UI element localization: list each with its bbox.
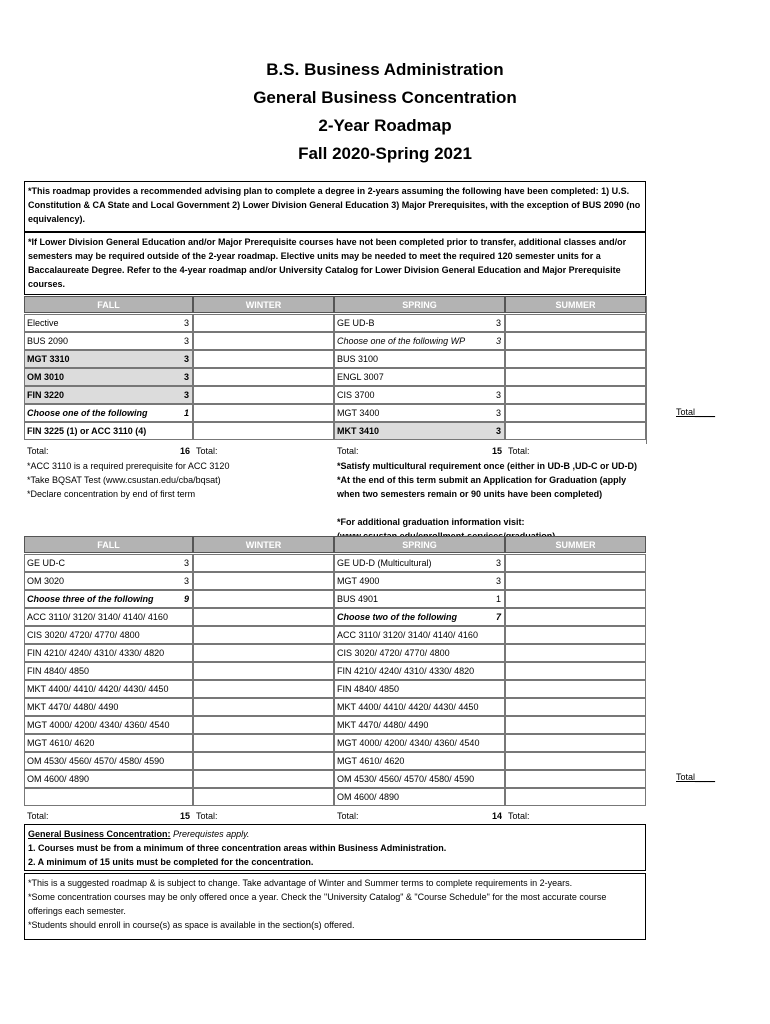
fall-2-empty-cell [193, 590, 334, 608]
fall-2-empty-cell [193, 734, 334, 752]
course-name: MGT 3310 [27, 354, 70, 364]
fall-2-row [24, 734, 193, 752]
spring-2-row [334, 662, 505, 680]
fall-2-empty-cell [193, 554, 334, 572]
winter-total-label: Total: [196, 811, 218, 821]
spring-1-row [334, 386, 505, 404]
fall-2-empty-cell [193, 788, 334, 806]
course-name: MKT 4400/ 4410/ 4420/ 4430/ 4450 [337, 702, 479, 712]
course-units: 3 [183, 558, 189, 568]
spring-2-row [334, 644, 505, 662]
fall-1-empty-cell [193, 404, 334, 422]
course-name: BUS 4901 [337, 594, 379, 604]
fall-1-empty-cell [193, 350, 334, 368]
fall-2-row [24, 572, 193, 590]
spring-2-row [334, 752, 505, 770]
course-name: Choose three of the following [27, 594, 154, 604]
note-right: *At the end of this term submit an Application for Graduation (apply when two semesters remain or 90 units have been completed) [337, 475, 627, 499]
course-name: MKT 4470/ 4480/ 4490 [337, 720, 429, 730]
course-name: BUS 2090 [27, 336, 69, 346]
summer-total-label: Total: [508, 811, 530, 821]
course-name: FIN 4840/ 4850 [27, 666, 90, 676]
fall-2-row [24, 644, 193, 662]
spring-2-empty-cell [505, 626, 646, 644]
course-name: BUS 3100 [337, 354, 379, 364]
spring-2-row [334, 734, 505, 752]
spring-2-empty-cell [505, 716, 646, 734]
fall-2-empty-cell [193, 698, 334, 716]
fall-2-row [24, 590, 193, 608]
fall-2-empty-cell [193, 716, 334, 734]
concentration-box [24, 824, 646, 871]
fall-2-row [24, 626, 193, 644]
fall-1-row [24, 332, 193, 350]
fall-2-empty-cell [193, 680, 334, 698]
fall-total-value: 16 [179, 446, 190, 456]
course-name: Choose one of the following WP [337, 336, 466, 346]
course-name: ENGL 3007 [337, 372, 384, 382]
spring-total-label: Total: [337, 811, 359, 821]
fall-total-label: Total: [27, 446, 49, 456]
spring-2-row [334, 680, 505, 698]
title-1: B.S. Business Administration [266, 60, 504, 79]
spring-2-row [334, 788, 505, 806]
course-name: MGT 4000/ 4200/ 4340/ 4360/ 4540 [27, 720, 170, 730]
spring-total-value: 14 [491, 811, 502, 821]
course-units: 3 [183, 354, 189, 364]
course-name: MKT 3410 [337, 426, 380, 436]
course-name: GE UD-D (Multicultural) [337, 558, 432, 568]
header-fall: FALL [24, 296, 193, 313]
note-left: *ACC 3110 is a required prerequisite for ACC 3120 [27, 461, 230, 471]
fall-1-row [24, 350, 193, 368]
course-units: 3 [183, 390, 189, 400]
fall-total-value: 15 [179, 811, 190, 821]
spring-1-row [334, 404, 505, 422]
header-fall: FALL [24, 536, 193, 553]
spring-2-row [334, 698, 505, 716]
fall-total-label: Total: [27, 811, 49, 821]
course-units: 3 [495, 426, 501, 436]
concentration-line1: 1. Courses must be from a minimum of three concentration areas within Business Administration. [28, 843, 447, 853]
course-units: 3 [495, 576, 501, 586]
fall-2-row [24, 716, 193, 734]
spring-1-empty-cell [505, 386, 646, 404]
spring-2-empty-cell [505, 572, 646, 590]
spring-2-row [334, 716, 505, 734]
header-winter: WINTER [193, 536, 334, 553]
spring-1-row [334, 368, 505, 386]
spring-1-row [334, 314, 505, 332]
spring-1-row [334, 422, 505, 440]
spring-2-empty-cell [505, 698, 646, 716]
spring-2-row [334, 554, 505, 572]
course-name: MGT 4000/ 4200/ 4340/ 4360/ 4540 [337, 738, 480, 748]
course-name: MGT 3400 [337, 408, 380, 418]
course-name: GE UD-C [27, 558, 65, 568]
fall-1-empty-cell [193, 422, 334, 440]
course-name: CIS 3020/ 4720/ 4770/ 4800 [27, 630, 140, 640]
course-name: FIN 4840/ 4850 [337, 684, 400, 694]
intro-box-2: *If Lower Division General Education and/or Major Prerequisite courses have not been completed prior to transfer, additional classes and/or semesters may be required outside of the 2-year roadmap. Elective units may be needed to meet the required 120 semester units for a Baccalaureate Degree. Refer to the 4-year roadmap and/or University Catalog for Lower Division General Education and Major Prerequisite courses. [24, 232, 646, 295]
spring-2-empty-cell [505, 788, 646, 806]
course-name: CIS 3020/ 4720/ 4770/ 4800 [337, 648, 450, 658]
spring-2-empty-cell [505, 734, 646, 752]
course-name: OM 4600/ 4890 [27, 774, 90, 784]
footer-line-3: *Students should enroll in course(s) as space is available in the section(s) offered. [28, 920, 355, 930]
title-3: 2-Year Roadmap [318, 116, 452, 135]
intro-box-1: *This roadmap provides a recommended advising plan to complete a degree in 2-years assuming the following have been completed: 1) U.S. Constitution & CA State and Local Government 2) Lower Division General Education 3) Major Prerequisites, with the exception of BUS 2090 (no equivalency). [24, 181, 646, 232]
course-name: OM 4530/ 4560/ 4570/ 4580/ 4590 [337, 774, 475, 784]
fall-2-empty-cell [193, 644, 334, 662]
header-summer: SUMMER [505, 536, 646, 553]
spring-1-empty-cell [505, 314, 646, 332]
course-name: FIN 4210/ 4240/ 4310/ 4330/ 4820 [337, 666, 475, 676]
course-name: GE UD-B [337, 318, 375, 328]
title-2: General Business Concentration [253, 88, 517, 107]
course-name: FIN 3220 [27, 390, 65, 400]
header-summer: SUMMER [505, 296, 646, 313]
spring-2-empty-cell [505, 608, 646, 626]
course-units: 1 [495, 594, 501, 604]
fall-1-row [24, 404, 193, 422]
fall-1-empty-cell [193, 368, 334, 386]
title-4: Fall 2020-Spring 2021 [298, 144, 472, 163]
course-name: MGT 4900 [337, 576, 380, 586]
course-name: Choose two of the following [337, 612, 457, 622]
spring-2-empty-cell [505, 644, 646, 662]
fall-2-row [24, 788, 193, 806]
fall-2-empty-cell [193, 608, 334, 626]
concentration-sub: Prerequistes apply. [170, 829, 250, 839]
fall-2-empty-cell [193, 626, 334, 644]
course-name: MGT 4610/ 4620 [27, 738, 95, 748]
course-name: OM 4530/ 4560/ 4570/ 4580/ 4590 [27, 756, 165, 766]
course-name: OM 3010 [27, 372, 65, 382]
spring-1-row [334, 332, 505, 350]
right-border [646, 296, 647, 444]
spring-1-empty-cell [505, 404, 646, 422]
course-units: 3 [183, 318, 189, 328]
course-name: FIN 3225 (1) or ACC 3110 (4) [27, 426, 147, 436]
course-units: 3 [495, 390, 501, 400]
fall-2-row [24, 698, 193, 716]
fall-2-row [24, 680, 193, 698]
course-units: 3 [495, 318, 501, 328]
spring-1-empty-cell [505, 350, 646, 368]
spring-total-value: 15 [491, 446, 502, 456]
fall-2-row [24, 770, 193, 788]
fall-2-empty-cell [193, 572, 334, 590]
note-right: *For additional graduation information visit: [337, 517, 525, 527]
spring-2-row [334, 572, 505, 590]
spring-2-row [334, 608, 505, 626]
course-name: ACC 3110/ 3120/ 3140/ 4140/ 4160 [27, 612, 168, 622]
spring-1-empty-cell [505, 422, 646, 440]
concentration-line2: 2. A minimum of 15 units must be completed for the concentration. [28, 857, 314, 867]
course-name: Elective [27, 318, 59, 328]
fall-1-empty-cell [193, 332, 334, 350]
fall-2-empty-cell [193, 662, 334, 680]
course-units: 3 [183, 576, 189, 586]
footer-box [24, 873, 646, 940]
fall-1-row [24, 422, 193, 440]
spring-2-empty-cell [505, 662, 646, 680]
course-units: 3 [495, 408, 501, 418]
course-name: MGT 4610/ 4620 [337, 756, 405, 766]
course-units: 9 [183, 594, 189, 604]
fall-1-row [24, 386, 193, 404]
fall-1-empty-cell [193, 386, 334, 404]
fall-2-row [24, 608, 193, 626]
course-units: 3 [495, 336, 501, 346]
course-name: FIN 4210/ 4240/ 4310/ 4330/ 4820 [27, 648, 165, 658]
spring-1-empty-cell [505, 332, 646, 350]
spring-2-empty-cell [505, 554, 646, 572]
course-name: OM 4600/ 4890 [337, 792, 400, 802]
total-right-2: Total____ [676, 772, 716, 782]
header-spring: SPRING [334, 296, 505, 313]
concentration-title: General Business Concentration: [28, 829, 171, 839]
footer-line-1: *This is a suggested roadmap & is subject to change. Take advantage of Winter and Summer terms to complete requirements in 2-years. [28, 878, 573, 888]
spring-2-empty-cell [505, 590, 646, 608]
header-spring: SPRING [334, 536, 505, 553]
fall-1-empty-cell [193, 314, 334, 332]
course-name: ACC 3110/ 3120/ 3140/ 4140/ 4160 [337, 630, 478, 640]
spring-1-empty-cell [505, 368, 646, 386]
winter-total-label: Total: [196, 446, 218, 456]
fall-2-row [24, 662, 193, 680]
course-units: 3 [183, 372, 189, 382]
spring-2-empty-cell [505, 770, 646, 788]
fall-2-empty-cell [193, 752, 334, 770]
spring-2-empty-cell [505, 680, 646, 698]
header-winter: WINTER [193, 296, 334, 313]
course-name: OM 3020 [27, 576, 65, 586]
note-right: *Satisfy multicultural requirement once (either in UD-B ,UD-C or UD-D) [337, 461, 638, 471]
course-units: 1 [183, 408, 189, 418]
total-right-1: Total____ [676, 407, 716, 417]
fall-2-row [24, 554, 193, 572]
course-units: 3 [495, 558, 501, 568]
summer-total-label: Total: [508, 446, 530, 456]
course-name: MKT 4400/ 4410/ 4420/ 4430/ 4450 [27, 684, 169, 694]
fall-1-row [24, 368, 193, 386]
fall-1-row [24, 314, 193, 332]
course-name: Choose one of the following [27, 408, 148, 418]
footer-line-2: *Some concentration courses may be only offered once a year. Check the "University Catalog" & "Course Schedule" for the most accurate course offerings each semester. [28, 892, 607, 916]
spring-2-row [334, 590, 505, 608]
course-units: 3 [183, 336, 189, 346]
course-name: CIS 3700 [337, 390, 375, 400]
spring-1-row [334, 350, 505, 368]
spring-2-row [334, 626, 505, 644]
spring-total-label: Total: [337, 446, 359, 456]
fall-2-row [24, 752, 193, 770]
fall-2-empty-cell [193, 770, 334, 788]
course-units: 7 [495, 612, 501, 622]
spring-2-empty-cell [505, 752, 646, 770]
note-left: *Declare concentration by end of first term [27, 489, 196, 499]
course-name: MKT 4470/ 4480/ 4490 [27, 702, 119, 712]
note-left: *Take BQSAT Test (www.csustan.edu/cba/bqsat) [27, 475, 221, 485]
spring-2-row [334, 770, 505, 788]
